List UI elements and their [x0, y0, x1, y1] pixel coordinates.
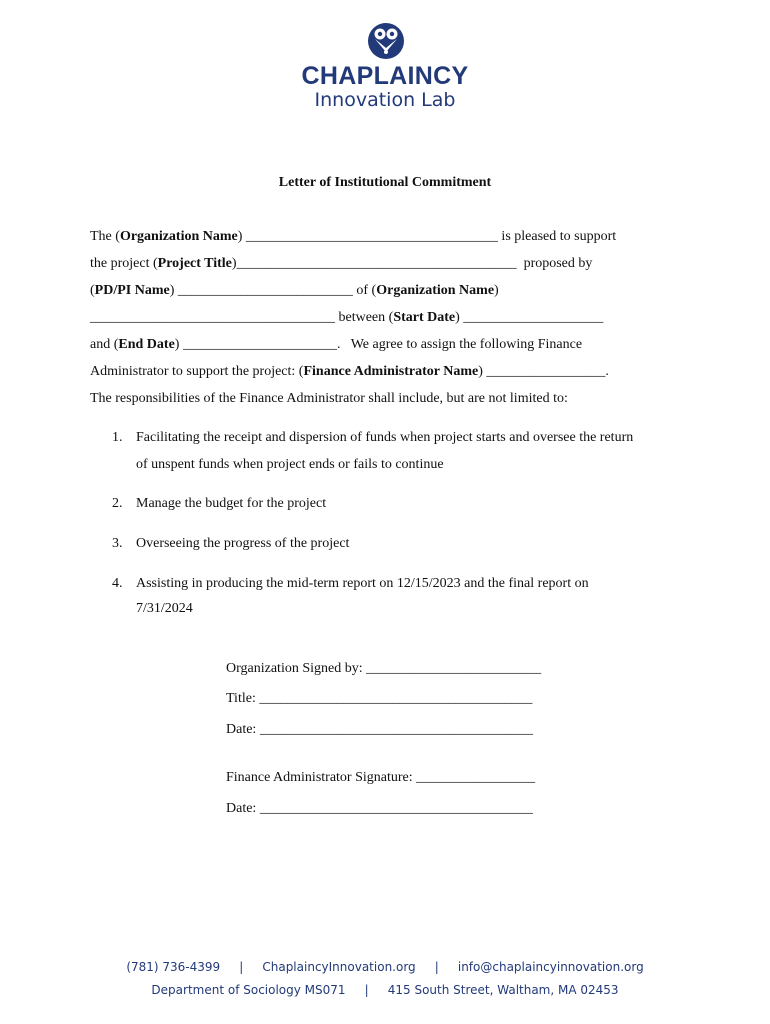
list-item-text: Assisting in producing the mid-term report on 12/15/2023 and the final report on [136, 576, 589, 591]
chaplaincy-logo [300, 22, 470, 112]
body-line-4: ___________________________________ between (Start Date) ____________________ [90, 310, 604, 325]
chaplaincy-logo-mark-icon [367, 22, 405, 60]
logo-title: CHAPLAINCY [301, 62, 469, 90]
list-item-number: 1. [112, 430, 123, 445]
list-item-text: Overseeing the progress of the project [136, 536, 350, 551]
body-line-7: The responsibilities of the Finance Administrator shall include, but are not limited to: [90, 391, 568, 406]
body-line-5: and (End Date) ______________________. We agree to assign the following Finance [90, 337, 583, 352]
list-item-text: Facilitating the receipt and dispersion of funds when project starts and oversee the return [136, 430, 634, 445]
date-field[interactable]: Date: _______________________________________ [226, 722, 533, 737]
body-line-3: (PD/PI Name) _________________________ of (Organization Name) [90, 283, 499, 298]
list-item-number: 2. [112, 496, 123, 511]
title-field[interactable]: Title: _______________________________________ [226, 691, 533, 706]
document-title: Letter of Institutional Commitment [278, 175, 492, 190]
logo-subtitle: Innovation Lab [314, 89, 456, 111]
list-item-text: Manage the budget for the project [136, 496, 327, 511]
body-line-2: the project (Project Title)________________________________________ proposed by [90, 256, 593, 271]
list-item-number: 3. [112, 536, 123, 551]
list-item-text: 7/31/2024 [136, 601, 193, 616]
body-line-1: The (Organization Name) ____________________________________ is pleased to support [90, 229, 617, 244]
list-item-text: of unspent funds when project ends or fails to continue [136, 457, 444, 472]
footer-address-line: Department of Sociology MS071 | 415 South Street, Waltham, MA 02453 [151, 983, 619, 997]
footer-contact-line: (781) 736-4399 | ChaplaincyInnovation.org | info@chaplaincyinnovation.org [126, 960, 644, 974]
date-field-2[interactable]: Date: _______________________________________ [226, 801, 533, 816]
body-line-6: Administrator to support the project: (Finance Administrator Name) _________________. [90, 364, 609, 379]
organization-signed-by-field[interactable]: Organization Signed by: _________________________ [226, 661, 542, 676]
list-item-number: 4. [112, 576, 123, 591]
finance-administrator-signature-field[interactable]: Finance Administrator Signature: _________________ [226, 770, 536, 785]
